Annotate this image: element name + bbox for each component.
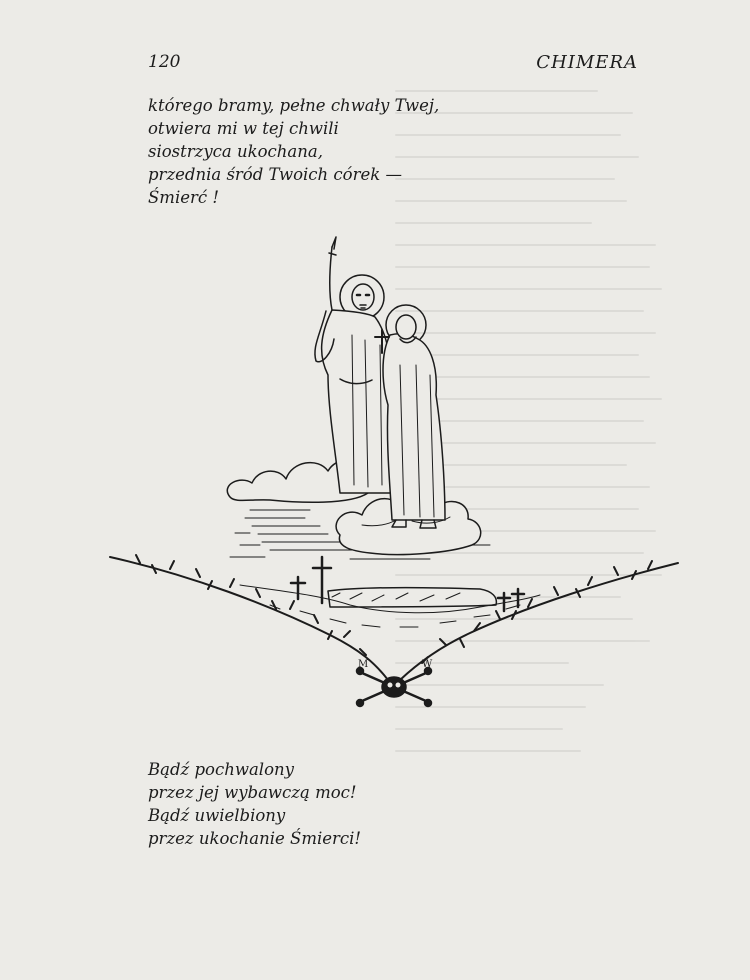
verse-line: przez jej wybawczą moc! — [148, 783, 357, 802]
verse-line: otwiera mi w tej chwili — [148, 119, 339, 138]
verse-line: przez ukochanie Śmierci! — [148, 829, 362, 848]
page-number: 120 — [148, 52, 181, 72]
verse-line: Bądź pochwalony — [148, 760, 294, 779]
verse-line: którego bramy, pełne chwały Twej, — [148, 96, 440, 115]
verse-line: przednia śród Twoich córek — — [148, 165, 402, 184]
verse-stanza-top — [148, 94, 439, 209]
thorn-branches — [110, 555, 678, 680]
illustration-death-and-monk — [100, 235, 690, 710]
graveyard-ground — [240, 585, 540, 627]
monogram-left: M — [358, 659, 369, 670]
verse-line: Śmierć ! — [148, 188, 219, 207]
page-header — [148, 52, 638, 78]
running-title: CHIMERA — [536, 52, 638, 73]
skull-icon — [352, 284, 374, 310]
verse-stanza-bottom — [148, 758, 361, 850]
verse-line: Bądź uwielbiony — [148, 806, 286, 825]
monogram-right: W — [422, 659, 433, 670]
monk-figure — [383, 315, 445, 528]
skull-bottom-icon — [382, 677, 406, 697]
verse-line: siostrzyca ukochana, — [148, 142, 323, 161]
